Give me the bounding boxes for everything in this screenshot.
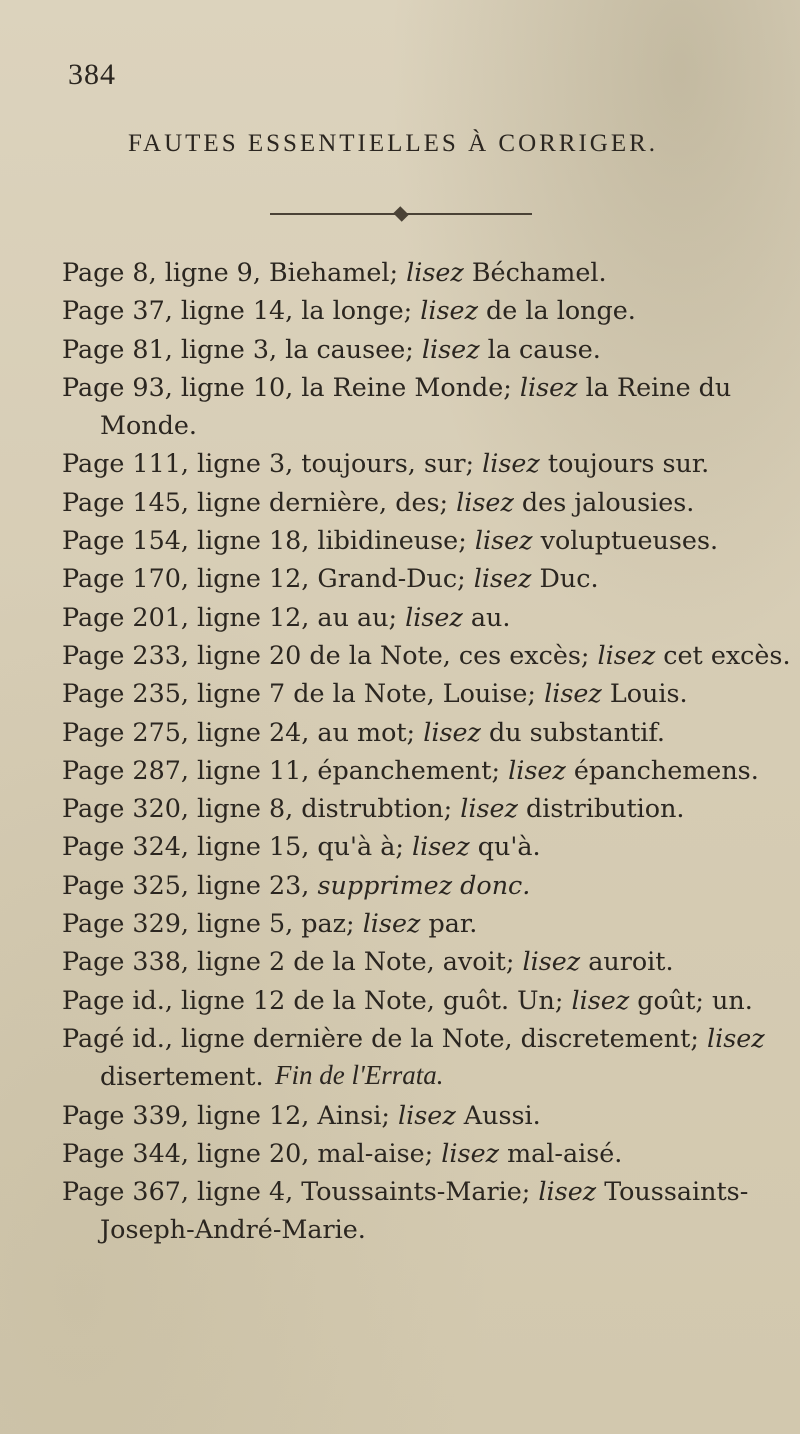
lisez-label: lisez (362, 908, 421, 939)
errata-correction: qu'à. (477, 831, 541, 862)
errata-list (62, 253, 791, 1249)
errata-reference: Page 154, ligne 18, libidineuse; (62, 525, 467, 556)
errata-correction: Duc. (539, 563, 599, 594)
lisez-label: lisez (406, 257, 464, 287)
lisez-label: lisez (474, 525, 533, 556)
errata-entry (62, 981, 782, 1019)
errata-continuation: Monde. (100, 410, 197, 441)
errata-entry (62, 789, 782, 827)
errata-reference: Page 329, ligne 5, paz; (62, 908, 355, 939)
errata-reference: Page 145, ligne dernière, des; (62, 486, 449, 517)
decorative-rule (270, 213, 532, 215)
lisez-label: lisez (456, 486, 514, 517)
errata-reference: Page 275, ligne 24, au mot; (62, 716, 416, 747)
errata-entry (62, 483, 782, 521)
errata-entry (62, 713, 782, 751)
errata-entry (62, 559, 782, 597)
lisez-label: lisez (706, 1022, 765, 1053)
errata-entry (62, 330, 782, 368)
errata-entry (62, 598, 782, 636)
lisez-label: lisez (460, 793, 518, 824)
errata-correction: Toussaints- (604, 1176, 749, 1207)
errata-correction: du substantif. (488, 716, 665, 747)
lisez-label: lisez (522, 946, 581, 977)
errata-correction: supprimez donc. (317, 869, 531, 900)
errata-correction: toujours sur. (547, 448, 710, 479)
errata-reference: Page 339, ligne 12, Ainsi; (62, 1099, 390, 1130)
errata-entry (62, 1019, 782, 1057)
errata-correction: auroit. (588, 946, 674, 977)
errata-reference: Page 233, ligne 20 de la Note, ces excès; (62, 639, 590, 670)
errata-correction: distribution. (526, 793, 685, 824)
errata-correction: la Reine du (585, 371, 732, 402)
lisez-label: lisez (482, 448, 540, 479)
lisez-label: lisez (538, 1176, 597, 1207)
errata-entry (62, 904, 782, 942)
errata-reference: Page 320, ligne 8, distrubtion; (62, 793, 453, 824)
lisez-label: lisez (398, 1099, 456, 1130)
errata-reference: Page 287, ligne 11, épanchement; (62, 754, 501, 785)
errata-reference: Page 338, ligne 2 de la Note, avoit; (62, 946, 515, 977)
errata-entry (62, 674, 782, 712)
lisez-label: lisez (441, 1137, 499, 1168)
errata-entry (62, 368, 782, 406)
errata-reference: Page 81, ligne 3, la causee; (62, 333, 414, 364)
lisez-label: lisez (597, 639, 656, 670)
errata-entry (62, 636, 791, 674)
lisez-label: lisez (405, 601, 463, 632)
errata-reference: Page 325, ligne 23, (62, 869, 310, 900)
lisez-label: lisez (412, 831, 470, 862)
errata-reference: Page 111, ligne 3, toujours, sur; (62, 448, 475, 479)
errata-correction: de la longe. (486, 295, 636, 326)
errata-reference: Page 37, ligne 14, la longe; (62, 295, 413, 326)
lisez-label: lisez (571, 984, 630, 1015)
lisez-label: lisez (421, 333, 480, 364)
errata-entry (62, 942, 782, 980)
errata-correction: Louis. (609, 678, 688, 709)
errata-entry (62, 1172, 782, 1210)
footer-text: Fin de l'Errata. (275, 1060, 444, 1090)
errata-reference: Page 8, ligne 9, Biehamel; (62, 257, 399, 287)
errata-reference: Page 235, ligne 7 de la Note, Louise; (62, 678, 536, 709)
errata-correction: au. (470, 601, 511, 632)
lisez-label: lisez (544, 678, 602, 709)
errata-correction: la cause. (487, 333, 601, 364)
errata-correction: voluptueuses. (540, 525, 719, 556)
errata-correction: des jalousies. (521, 486, 695, 517)
errata-entry (62, 291, 782, 329)
errata-reference: Pagé id., ligne dernière de la Note, discretement; (62, 1022, 699, 1053)
errata-correction: Béchamel. (471, 257, 607, 287)
errata-correction: Aussi. (463, 1099, 541, 1130)
errata-correction: épanchemens. (573, 754, 759, 785)
errata-correction: par. (428, 908, 478, 939)
errata-correction: mal-aisé. (507, 1137, 623, 1168)
errata-entry (62, 444, 782, 482)
lisez-label: lisez (519, 371, 578, 402)
errata-reference: Page id., ligne 12 de la Note, guôt. Un; (62, 984, 564, 1015)
errata-reference: Page 367, ligne 4, Toussaints-Marie; (62, 1176, 531, 1207)
errata-entry (62, 1134, 782, 1172)
lisez-label: lisez (420, 295, 478, 326)
errata-reference: Page 201, ligne 12, au au; (62, 601, 398, 632)
errata-entry (62, 253, 782, 291)
errata-entry (62, 827, 782, 865)
errata-entry (62, 1096, 782, 1134)
lisez-label: lisez (473, 563, 532, 594)
page-number: 384 (68, 58, 116, 91)
errata-correction: goût; un. (637, 984, 753, 1015)
errata-reference: Page 170, ligne 12, Grand-Duc; (62, 563, 466, 594)
errata-entry (62, 521, 782, 559)
errata-continuation: disertement. (100, 1061, 264, 1092)
lisez-label: lisez (508, 754, 566, 785)
errata-entry (62, 751, 782, 789)
errata-correction: cet excès. (663, 639, 791, 670)
errata-reference: Page 344, ligne 20, mal-aise; (62, 1137, 434, 1168)
lisez-label: lisez (423, 716, 481, 747)
page-title: FAUTES ESSENTIELLES À CORRIGER. (128, 130, 659, 157)
errata-continuation: Joseph-André-Marie. (100, 1214, 366, 1245)
errata-entry (62, 866, 782, 904)
errata-reference: Page 93, ligne 10, la Reine Monde; (62, 371, 512, 402)
errata-reference: Page 324, ligne 15, qu'à à; (62, 831, 404, 862)
